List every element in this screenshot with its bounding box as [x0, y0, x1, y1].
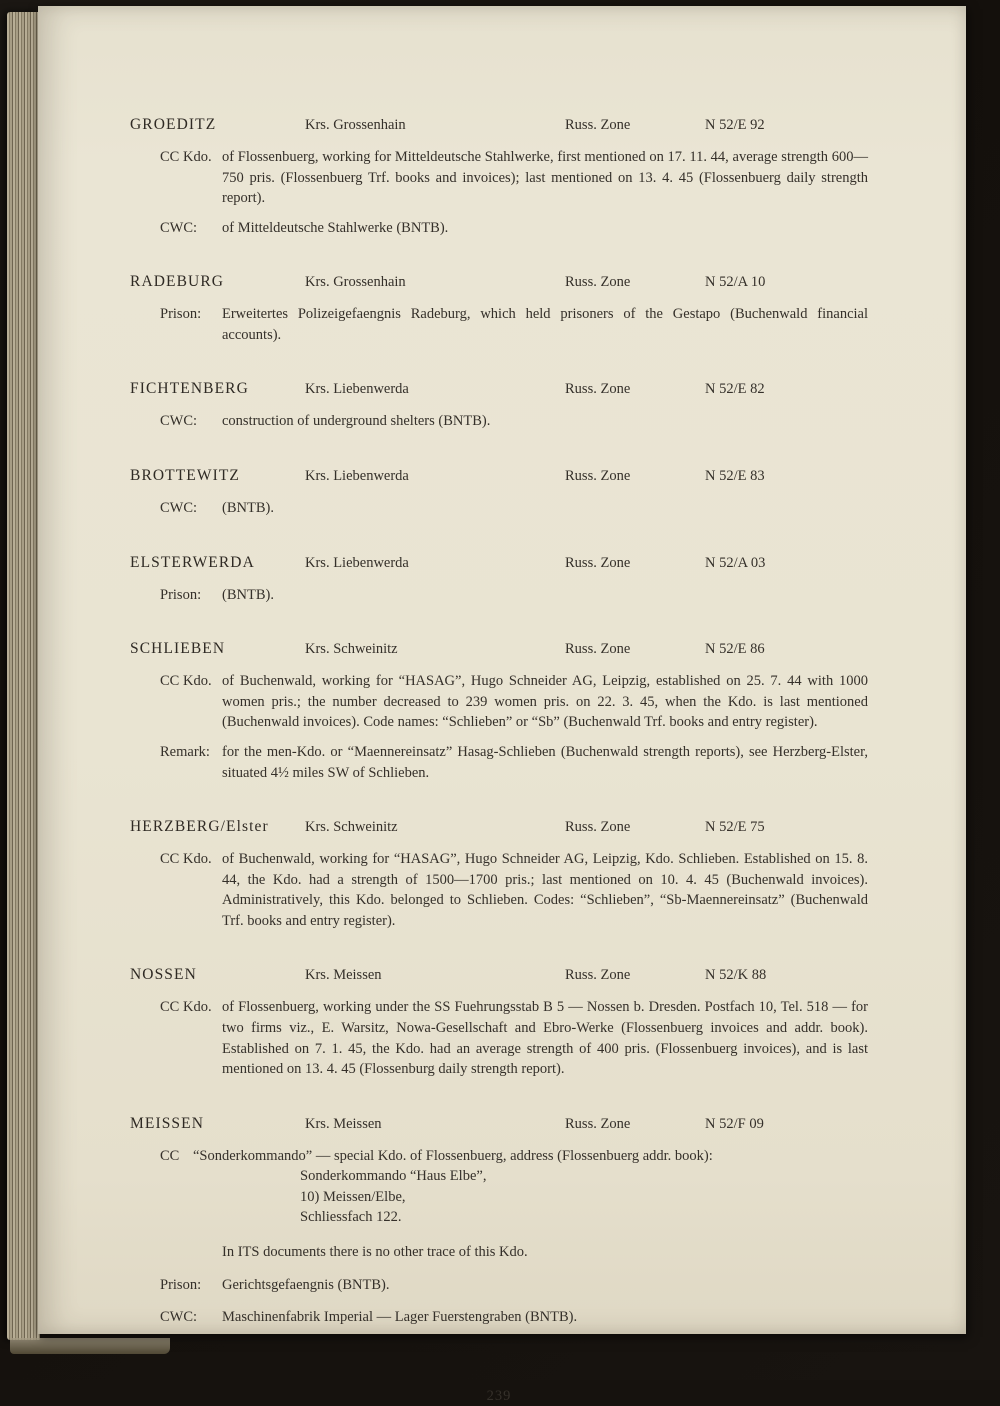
- grid-reference: N 52/E 75: [705, 819, 765, 836]
- section-text: of Flossenbuerg, working for Mitteldeutsche Stahlwerke, first mentioned on 17. 11. 44, average strength 600—750 pris. (Flossenbuerg Trf. books and invoices); last mentioned on 13. 4. 45 (Flossenbuerg daily strength report).: [222, 149, 868, 207]
- entry-header: [130, 552, 868, 574]
- entry-section: [160, 498, 868, 519]
- section-label: CC: [160, 1147, 180, 1164]
- section-text: Erweitertes Polizeigefaengnis Radeburg, which held prisoners of the Gestapo (Buchenwald financial accounts).: [222, 306, 868, 343]
- entry-schlieben: [130, 638, 868, 783]
- place-name: NOSSEN: [130, 966, 197, 984]
- entry-groeditz: [130, 114, 868, 238]
- entry-header: [130, 378, 868, 400]
- entry-section: [160, 411, 868, 432]
- district: Krs. Grossenhain: [305, 274, 406, 291]
- section-label: Remark:: [160, 743, 210, 760]
- place-name: RADEBURG: [130, 273, 225, 291]
- entry-section: [160, 218, 868, 239]
- entry-fichtenberg: [130, 378, 868, 432]
- entry-nossen: [130, 964, 868, 1079]
- section-text: Maschinenfabrik Imperial — Lager Fuerstengraben (BNTB).: [222, 1309, 578, 1326]
- section-label: CC Kdo.: [160, 851, 212, 868]
- section-text: for the men-Kdo. or “Maennereinsatz” Hasag-Schlieben (Buchenwald strength reports), see Herzberg-Elster, situated 4½ miles SW of Schlieben.: [222, 743, 868, 781]
- occupation-zone: Russ. Zone: [565, 967, 631, 984]
- section-text: “Sonderkommando” — special Kdo. of Flossenbuerg, address (Flossenbuerg addr. book):: [193, 1147, 713, 1164]
- section-label: Prison:: [160, 306, 202, 323]
- entry-radeburg: [130, 271, 868, 345]
- section-text: of Flossenbuerg, working under the SS Fuehrungsstab B 5 — Nossen b. Dresden. Postfach 10, Tel. 518 — for two firms viz., E. Warsitz, Nowa-Gesellschaft and Ebro-Werke (Flossenbuerg invoices and addr. book). Established on 7. 1. 45, the Kdo. had an average strength of 400 pris. (Flossenbuerg invoices), and is last mentioned on 13. 4. 45 (Flossenburg daily strength report).: [222, 999, 868, 1078]
- section-text: of Buchenwald, working for “HASAG”, Hugo Schneider AG, Leipzig, Kdo. Schlieben. Established on 15. 8. 44, the Kdo. had a strength of 1500—1700 pris.; last mentioned on 10. 4. 45 (Buchenwald invoices). Administratively, this Kdo. belonged to Schlieben. Codes: “Schlieben”, “Sb-Maennereinsatz” (Buchenwald Trf. books and entry register).: [222, 851, 868, 929]
- section-label: [160, 1242, 222, 1263]
- grid-reference: N 52/K 88: [705, 967, 767, 984]
- section-label: CWC:: [160, 1309, 198, 1326]
- entry-section: [160, 1146, 868, 1228]
- entry-section: [160, 1275, 868, 1296]
- entry-section: [160, 1242, 868, 1263]
- occupation-zone: Russ. Zone: [565, 468, 631, 485]
- grid-reference: N 52/E 92: [705, 117, 765, 133]
- entry-elsterwerda: [130, 552, 868, 606]
- occupation-zone: Russ. Zone: [565, 819, 631, 836]
- place-name: GROEDITZ: [130, 116, 217, 133]
- entry-section: [160, 671, 868, 733]
- address-block: [300, 1166, 868, 1228]
- entry-brottewitz: [130, 465, 868, 519]
- grid-reference: N 52/A 03: [705, 554, 766, 571]
- entry-section: [160, 742, 868, 783]
- occupation-zone: Russ. Zone: [565, 641, 631, 658]
- section-text: (BNTB).: [222, 500, 274, 517]
- entry-section: [160, 304, 868, 345]
- entry-header: [130, 271, 868, 293]
- page-content: [38, 6, 966, 1406]
- entry-header: [130, 964, 868, 986]
- occupation-zone: Russ. Zone: [565, 1115, 631, 1132]
- district: Krs. Meissen: [305, 967, 382, 984]
- district: Krs. Liebenwerda: [305, 554, 409, 571]
- section-text: of Buchenwald, working for “HASAG”, Hugo Schneider AG, Leipzig, established on 25. 7. 44 with 1000 women pris.; the number decreased to 239 women pris. on 22. 3. 45, when the Kdo. is last mentioned (Buchenwald invoices). Code names: “Schlieben” or “Sb” (Buchenwald Trf. books and entry register).: [222, 673, 868, 731]
- place-name: BROTTEWITZ: [130, 467, 241, 485]
- section-text: In ITS documents there is no other trace of this Kdo.: [222, 1244, 528, 1261]
- occupation-zone: Russ. Zone: [565, 554, 631, 571]
- address-line: Schliessfach 122.: [300, 1209, 402, 1226]
- district: Krs. Schweinitz: [305, 641, 398, 658]
- entry-section: [160, 585, 868, 606]
- grid-reference: N 52/F 09: [705, 1115, 764, 1132]
- section-text: of Mitteldeutsche Stahlwerke (BNTB).: [222, 219, 449, 236]
- entry-header: [130, 1113, 868, 1135]
- place-name: SCHLIEBEN: [130, 640, 226, 658]
- place-name: FICHTENBERG: [130, 380, 249, 398]
- grid-reference: N 52/E 83: [705, 468, 765, 485]
- grid-reference: N 52/E 82: [705, 381, 765, 398]
- occupation-zone: Russ. Zone: [565, 117, 631, 133]
- section-text: (BNTB).: [222, 586, 274, 603]
- section-label: CWC:: [160, 500, 198, 517]
- entry-section: [160, 147, 868, 209]
- section-text: Gerichtsgefaengnis (BNTB).: [222, 1276, 390, 1293]
- entry-header: [130, 465, 868, 487]
- place-name: MEISSEN: [130, 1114, 205, 1132]
- entry-section: [160, 1307, 868, 1328]
- occupation-zone: Russ. Zone: [565, 381, 631, 398]
- section-label: CC Kdo.: [160, 673, 212, 690]
- address-line: Sonderkommando “Haus Elbe”,: [300, 1168, 487, 1185]
- section-label: Prison:: [160, 586, 202, 603]
- section-label: CWC:: [160, 219, 198, 236]
- district: Krs. Grossenhain: [305, 117, 406, 133]
- district: Krs. Liebenwerda: [305, 468, 409, 485]
- section-label: CC Kdo.: [160, 149, 212, 165]
- section-label: CC Kdo.: [160, 999, 212, 1016]
- page-number: 239: [486, 1387, 512, 1404]
- section-label: CWC:: [160, 413, 198, 430]
- entry-section: [160, 997, 868, 1079]
- place-name: ELSTERWERDA: [130, 553, 255, 571]
- district: Krs. Meissen: [305, 1115, 382, 1132]
- grid-reference: N 52/A 10: [705, 274, 766, 291]
- entry-herzberg-elster: [130, 816, 868, 931]
- entry-header: [130, 816, 868, 838]
- place-name: HERZBERG/Elster: [130, 818, 269, 836]
- grid-reference: N 52/E 86: [705, 641, 765, 658]
- entry-section: [160, 849, 868, 931]
- district: Krs. Schweinitz: [305, 819, 398, 836]
- entry-header: [130, 114, 868, 136]
- entry-meissen: [130, 1113, 868, 1328]
- section-text: construction of underground shelters (BNTB).: [222, 413, 491, 430]
- district: Krs. Liebenwerda: [305, 381, 409, 398]
- occupation-zone: Russ. Zone: [565, 274, 631, 291]
- entry-header: [130, 638, 868, 660]
- document-page: [38, 6, 966, 1404]
- address-line: 10) Meissen/Elbe,: [300, 1188, 406, 1205]
- section-label: Prison:: [160, 1276, 202, 1293]
- book-page-edges: [7, 12, 40, 1340]
